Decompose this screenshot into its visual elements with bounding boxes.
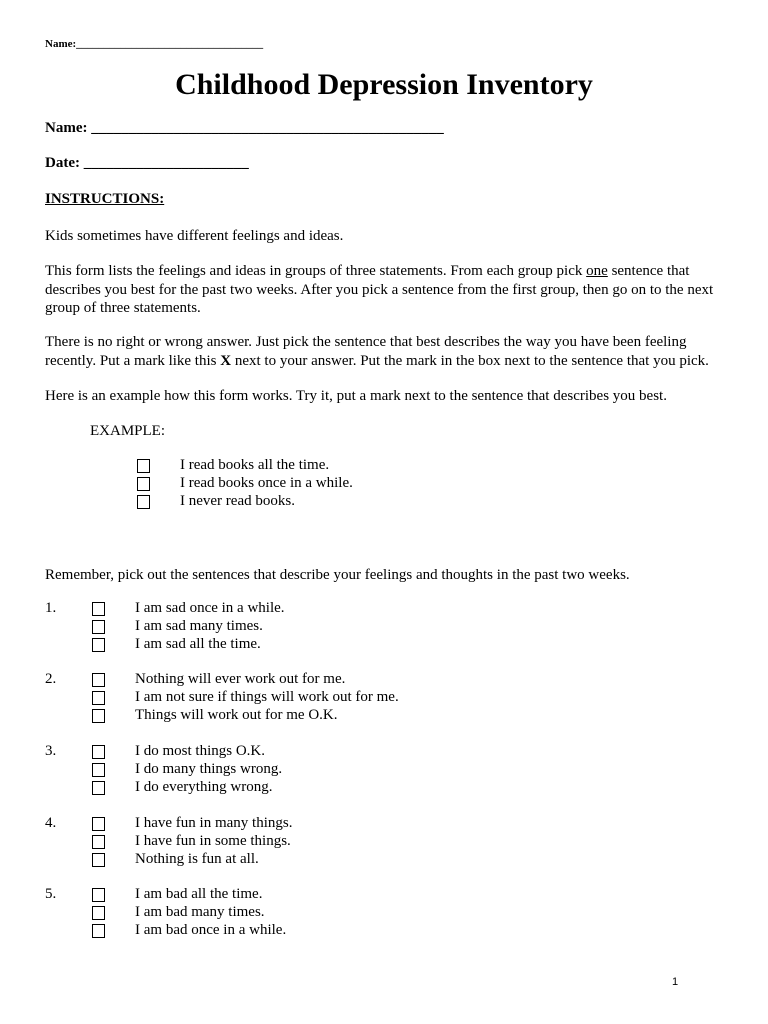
reminder-text: Remember, pick out the sentences that describe your feelings and thoughts in the past two weeks.: [45, 567, 630, 583]
q3-checkbox-2[interactable]: [92, 763, 105, 777]
p3-text-after: next to your answer. Put the mark in the box next to the sentence that you pick.: [231, 352, 709, 369]
q3-option-2: I do many things wrong.: [135, 761, 283, 777]
q1-checkbox-2[interactable]: [92, 620, 105, 634]
page-title: Childhood Depression Inventory: [175, 68, 593, 101]
q2-checkbox-1[interactable]: [92, 673, 105, 687]
q4-checkbox-2[interactable]: [92, 835, 105, 849]
q4-option-2: I have fun in some things.: [135, 833, 291, 849]
q1-option-1: I am sad once in a while.: [135, 600, 285, 616]
date-field[interactable]: [45, 155, 249, 172]
p2-text-before: This form lists the feelings and ideas in groups of three statements. From each group pick: [45, 263, 587, 279]
example-option-3: I never read books.: [180, 493, 295, 509]
date-field-label: Date:: [45, 155, 80, 171]
q5-checkbox-2[interactable]: [92, 906, 105, 920]
q5-option-2: I am bad many times.: [135, 904, 265, 920]
q3-checkbox-3[interactable]: [92, 781, 105, 795]
p2-text-after: sentence that describes you best for the past two weeks. After you pick a sentence from the first group, then go on to the next group of three statements.: [45, 263, 714, 316]
example-option-1: I read books all the time.: [180, 457, 330, 473]
q2-option-2: I am not sure if things will work out for me.: [135, 689, 399, 705]
instructions-paragraph-4: Here is an example how this form works. Try it, put a mark next to the sentence that describes you best.: [45, 388, 667, 404]
p3-text-before: There is no right or wrong answer. Just pick the sentence that best describes the way you have been feeling recently. Put a mark like this: [45, 334, 687, 369]
page-number: 1: [672, 976, 679, 988]
example-checkbox-2[interactable]: [137, 477, 150, 491]
q2-option-1: Nothing will ever work out for me.: [135, 671, 346, 687]
q5-option-1: I am bad all the time.: [135, 886, 263, 902]
q1-checkbox-1[interactable]: [92, 602, 105, 616]
example-label: EXAMPLE:: [90, 423, 165, 439]
q5-checkbox-3[interactable]: [92, 924, 105, 938]
example-checkbox-1[interactable]: [137, 459, 150, 473]
q2-checkbox-2[interactable]: [92, 691, 105, 705]
q2-checkbox-3[interactable]: [92, 709, 105, 723]
q4-checkbox-3[interactable]: [92, 853, 105, 867]
name-field-blank[interactable]: _______________________________________________: [87, 120, 444, 136]
instructions-heading: INSTRUCTIONS:: [45, 191, 165, 207]
instructions-paragraph-1: Kids sometimes have different feelings and ideas.: [45, 228, 344, 244]
question-number: 1.: [45, 600, 57, 616]
q2-option-3: Things will work out for me O.K.: [135, 707, 338, 723]
question-number: 4.: [45, 815, 57, 831]
name-field-label: Name:: [45, 120, 88, 136]
header-name-line: Name:__________________________________: [45, 38, 264, 50]
q1-checkbox-3[interactable]: [92, 638, 105, 652]
name-field[interactable]: [45, 120, 444, 137]
q1-option-3: I am sad all the time.: [135, 636, 261, 652]
date-field-blank[interactable]: ______________________: [79, 155, 249, 171]
q5-checkbox-1[interactable]: [92, 888, 105, 902]
q4-checkbox-1[interactable]: [92, 817, 105, 831]
p3-mark-x: X: [220, 352, 232, 369]
instructions-paragraph-3: [45, 333, 735, 370]
q1-option-2: I am sad many times.: [135, 618, 263, 634]
q3-option-3: I do everything wrong.: [135, 779, 273, 795]
example-checkbox-3[interactable]: [137, 495, 150, 509]
question-number: 3.: [45, 743, 57, 759]
q5-option-3: I am bad once in a while.: [135, 922, 287, 938]
p2-emphasis-one: one: [586, 263, 608, 279]
example-option-2: I read books once in a while.: [180, 475, 353, 491]
q3-option-1: I do most things O.K.: [135, 743, 266, 759]
q4-option-1: I have fun in many things.: [135, 815, 293, 831]
instructions-paragraph-2: [45, 262, 735, 318]
q4-option-3: Nothing is fun at all.: [135, 851, 259, 867]
question-number: 2.: [45, 671, 57, 687]
q3-checkbox-1[interactable]: [92, 745, 105, 759]
question-number: 5.: [45, 886, 57, 902]
